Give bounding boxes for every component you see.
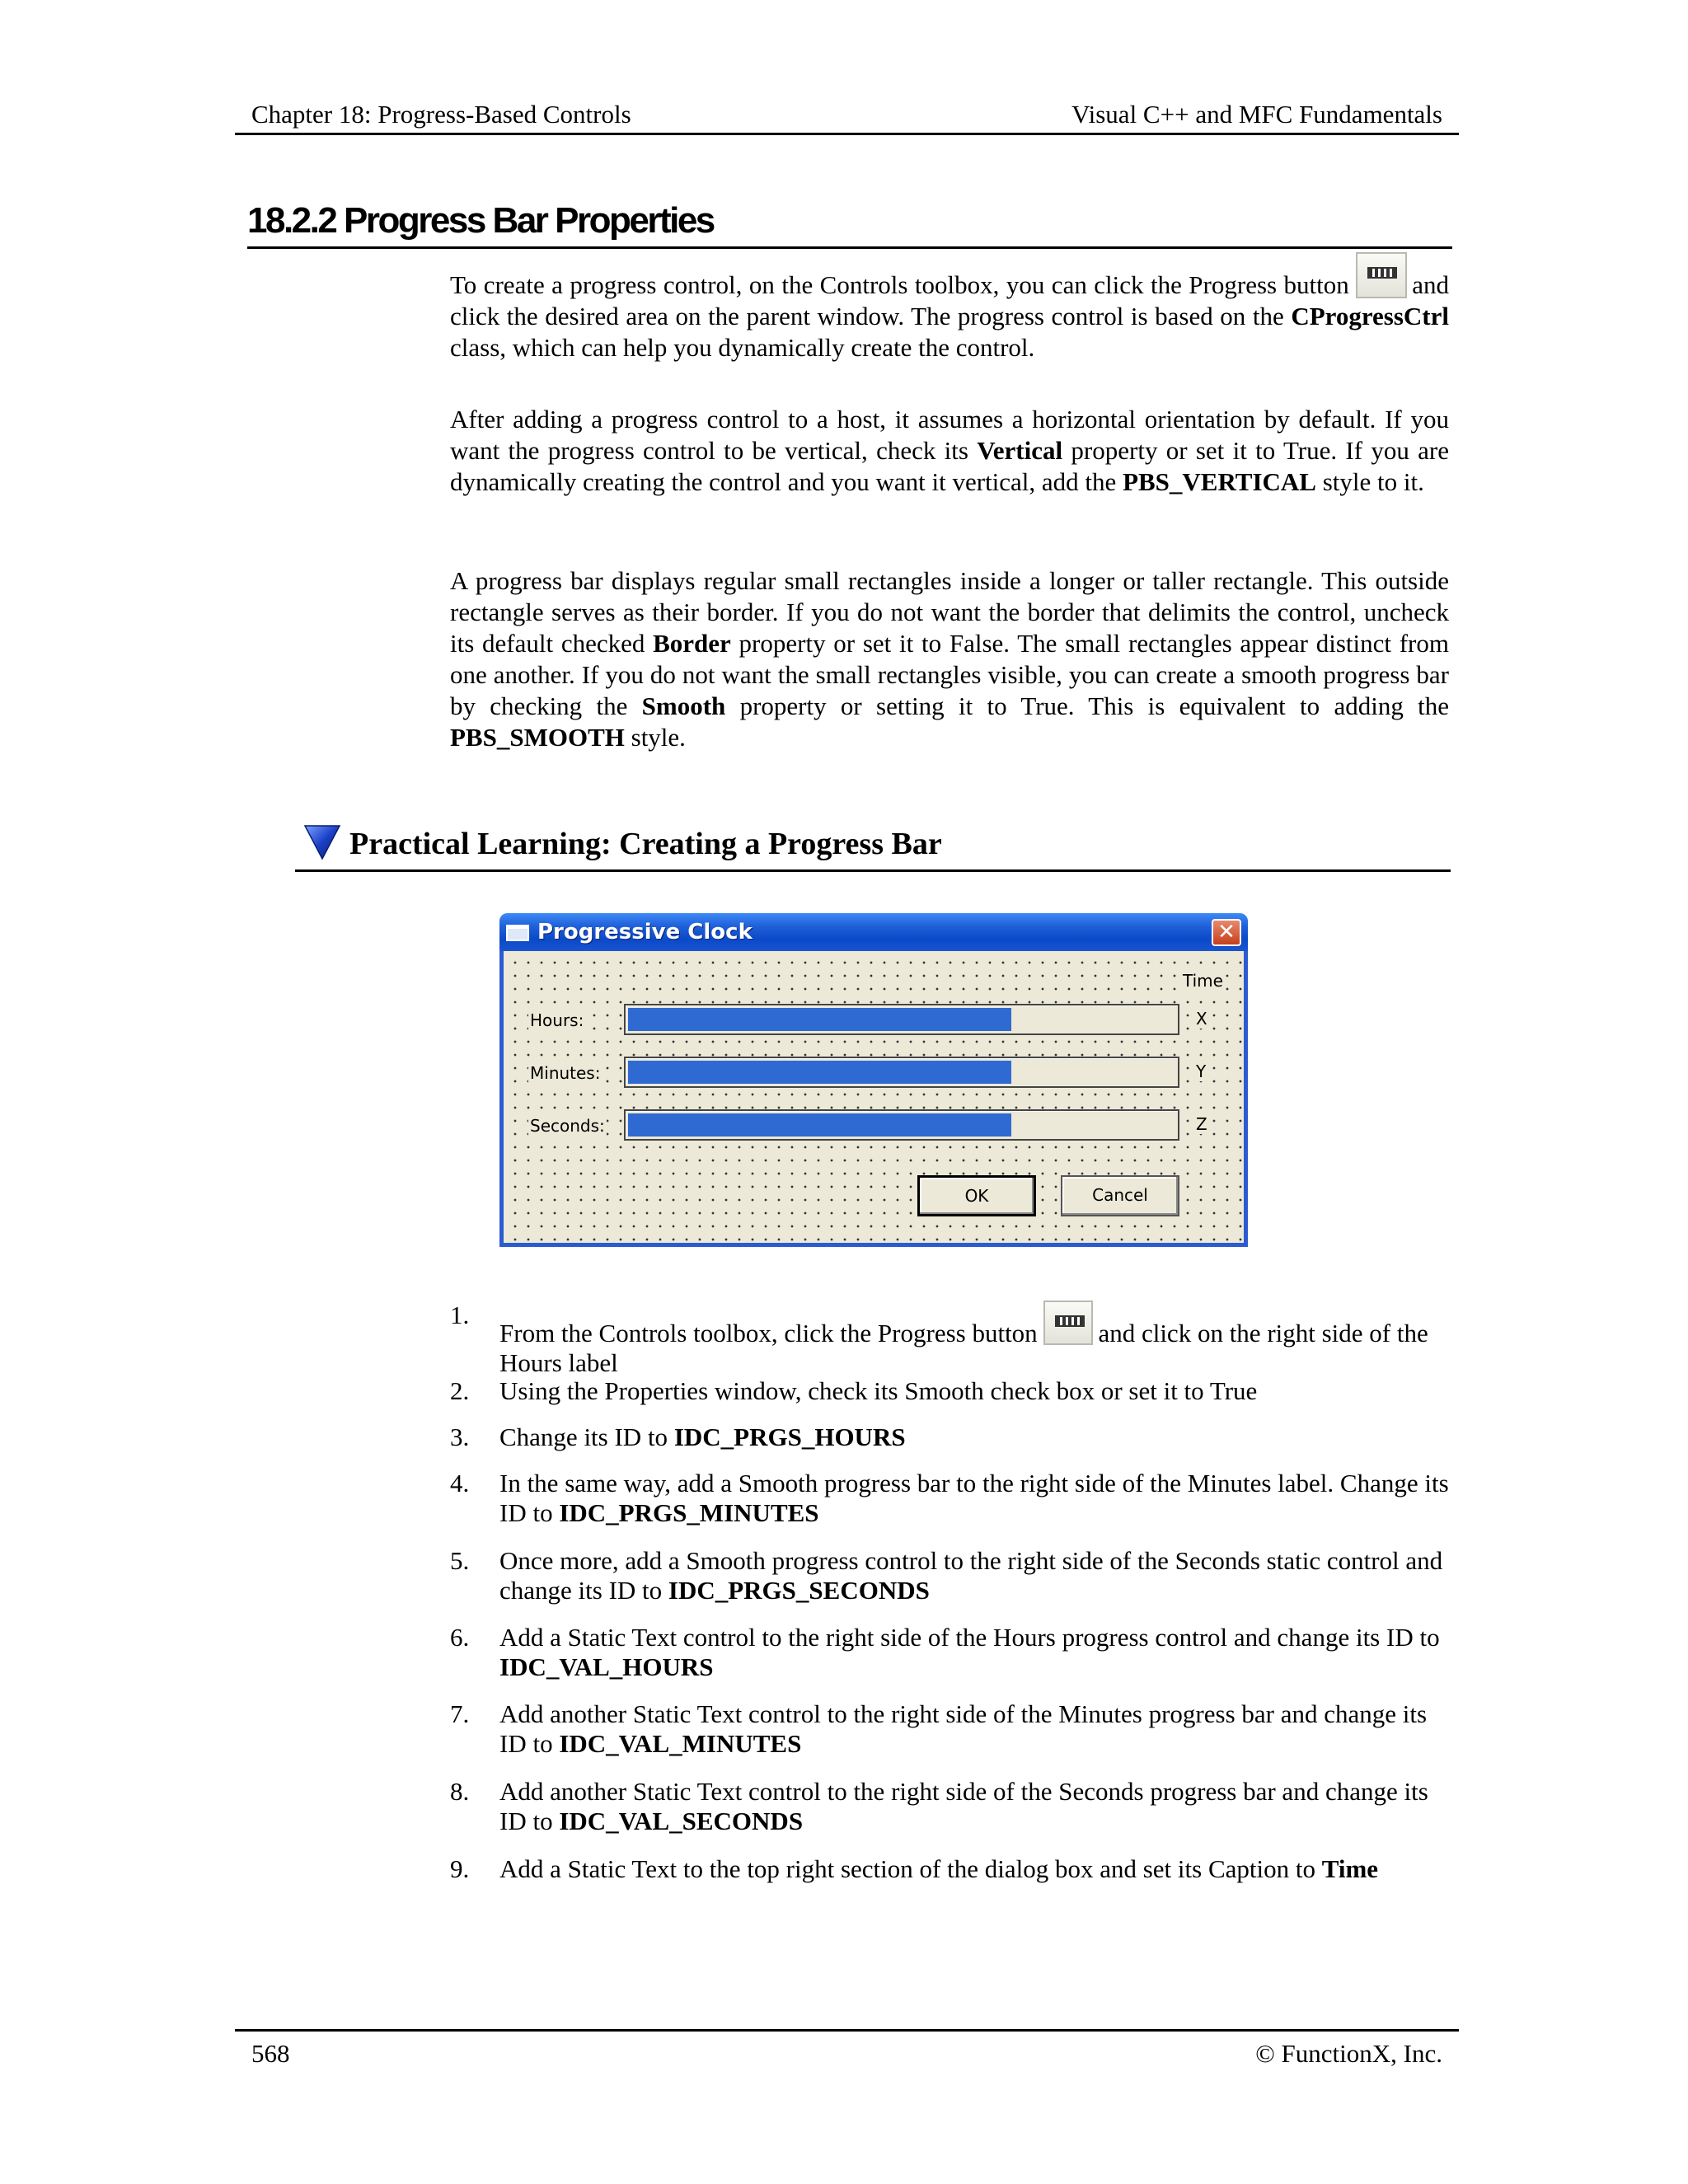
list-item — [450, 1623, 1449, 1699]
paragraph-3-text-c: property or setting it to True. This is equivalent to adding the — [739, 691, 1449, 720]
paragraph-2-text-b: property or set it to True. If you are dynamically creating the control and you want it vertical, add the — [450, 436, 1449, 496]
step-text: Once more, add a Smooth progress control to the right side of the Seconds static control and change its ID to — [499, 1546, 1443, 1605]
practical-learning-heading — [295, 816, 1451, 872]
steps-list — [450, 1301, 1449, 1920]
list-item — [450, 1469, 1449, 1546]
paragraph-1-text-c: class, which can help you dynamically create the control. — [450, 333, 1035, 362]
hours-value-label: X — [1196, 1009, 1207, 1029]
step-number: 3. — [450, 1422, 470, 1451]
practical-learning-title: Practical Learning: Creating a Progress Bar — [349, 827, 942, 861]
list-item — [450, 1376, 1449, 1422]
copyright-notice: © FunctionX, Inc. — [1255, 2039, 1442, 2068]
progressive-clock-dialog — [499, 913, 1248, 1247]
step-text: From the Controls toolbox, click the Progress button — [499, 1319, 1038, 1347]
step-number: 1. — [450, 1301, 470, 1329]
paragraph-1 — [450, 252, 1449, 363]
minutes-value-label: Y — [1196, 1062, 1207, 1081]
step-text-continued: and click on the right side of the Hours label — [499, 1319, 1428, 1377]
step-number: 6. — [450, 1623, 470, 1652]
control-id: Time — [1321, 1854, 1379, 1883]
step-number: 8. — [450, 1777, 470, 1806]
paragraph-3-text-a: A progress bar displays regular small rectangles inside a longer or taller rectangle. This outside rectangle serves as their border. If you do not want the border that delimits the control, uncheck its default checked — [450, 566, 1449, 658]
window-icon — [506, 925, 529, 941]
list-item — [450, 1546, 1449, 1623]
step-text: Add another Static Text control to the right side of the Seconds progress bar and change its ID to — [499, 1777, 1428, 1835]
step-text: Add a Static Text to the top right section of the dialog box and set its Caption to — [499, 1854, 1315, 1883]
step-text: Add another Static Text control to the right side of the Minutes progress bar and change its ID to — [499, 1699, 1428, 1758]
list-item — [450, 1854, 1449, 1920]
cancel-button[interactable]: Cancel — [1061, 1175, 1179, 1216]
step-text: In the same way, add a Smooth progress bar to the right side of the Minutes label. Change its ID to — [499, 1469, 1449, 1527]
dialog-titlebar[interactable] — [499, 913, 1248, 951]
book-title: Visual C++ and MFC Fundamentals — [1071, 100, 1442, 129]
paragraph-2-text-a: After adding a progress control to a host, it assumes a horizontal orientation by default. If you want the progress control to be vertical, check its — [450, 405, 1449, 465]
control-id: IDC_VAL_HOURS — [499, 1652, 714, 1681]
vertical-property: Vertical — [977, 436, 1063, 465]
blue-triangle-icon — [303, 823, 341, 860]
seconds-progress-bar[interactable] — [624, 1109, 1179, 1141]
hours-progress-bar[interactable] — [624, 1004, 1179, 1035]
dialog-client-area — [504, 951, 1244, 1243]
hours-label: Hours: — [530, 1010, 584, 1030]
smooth-property: Smooth — [641, 691, 726, 720]
progress-button-icon — [1356, 252, 1407, 298]
list-item — [450, 1422, 1449, 1469]
step-text: Using the Properties window, check its Smooth check box or set it to True — [499, 1376, 1258, 1405]
step-number: 7. — [450, 1699, 470, 1728]
running-header — [235, 97, 1459, 135]
step-number: 5. — [450, 1546, 470, 1575]
pbs-smooth-style: PBS_SMOOTH — [450, 723, 625, 752]
control-id: IDC_PRGS_SECONDS — [668, 1576, 930, 1605]
progress-button-icon — [1043, 1301, 1093, 1345]
section-heading: 18.2.2 Progress Bar Properties — [247, 196, 1452, 249]
close-button[interactable]: ✕ — [1212, 919, 1241, 946]
seconds-progress-fill — [628, 1113, 1011, 1137]
control-id: IDC_VAL_SECONDS — [559, 1807, 804, 1835]
minutes-label: Minutes: — [530, 1063, 601, 1083]
list-item — [450, 1699, 1449, 1777]
dialog-title: Progressive Clock — [537, 920, 753, 944]
paragraph-2 — [450, 404, 1449, 498]
seconds-label: Seconds: — [530, 1116, 605, 1136]
paragraph-3-text-d: style. — [631, 723, 686, 752]
list-item — [450, 1777, 1449, 1854]
list-item — [450, 1301, 1449, 1376]
border-property: Border — [653, 629, 731, 658]
chapter-title: Chapter 18: Progress-Based Controls — [251, 100, 631, 129]
pbs-vertical-style: PBS_VERTICAL — [1123, 467, 1316, 496]
paragraph-2-text-c: style to it. — [1322, 467, 1424, 496]
control-id: IDC_PRGS_HOURS — [673, 1422, 906, 1451]
step-number: 4. — [450, 1469, 470, 1497]
hours-progress-fill — [628, 1008, 1011, 1031]
paragraph-3 — [450, 565, 1449, 753]
ok-button[interactable]: OK — [917, 1175, 1036, 1216]
step-text: Add a Static Text control to the right side of the Hours progress control and change its ID to — [499, 1623, 1440, 1652]
paragraph-1-text-b: and click the desired area on the parent window. The progress control is based on the — [450, 270, 1450, 330]
paragraph-1-text-a: To create a progress control, on the Controls toolbox, you can click the Progress button — [450, 270, 1349, 299]
seconds-value-label: Z — [1196, 1114, 1207, 1134]
class-name: CProgressCtrl — [1291, 302, 1450, 330]
minutes-progress-fill — [628, 1061, 1011, 1084]
step-number: 9. — [450, 1854, 470, 1883]
time-label: Time — [1183, 971, 1223, 991]
paragraph-3-text-b: property or set it to False. The small rectangles appear distinct from one another. If you do not want the small rectangles visible, you can create a smooth progress bar by checking the — [450, 629, 1449, 720]
control-id: IDC_VAL_MINUTES — [559, 1729, 802, 1758]
control-id: IDC_PRGS_MINUTES — [559, 1498, 819, 1527]
page-number: 568 — [251, 2039, 290, 2068]
step-text: Change its ID to — [499, 1422, 668, 1451]
minutes-progress-bar[interactable] — [624, 1057, 1179, 1088]
running-footer — [235, 2029, 1459, 2068]
step-number: 2. — [450, 1376, 470, 1405]
